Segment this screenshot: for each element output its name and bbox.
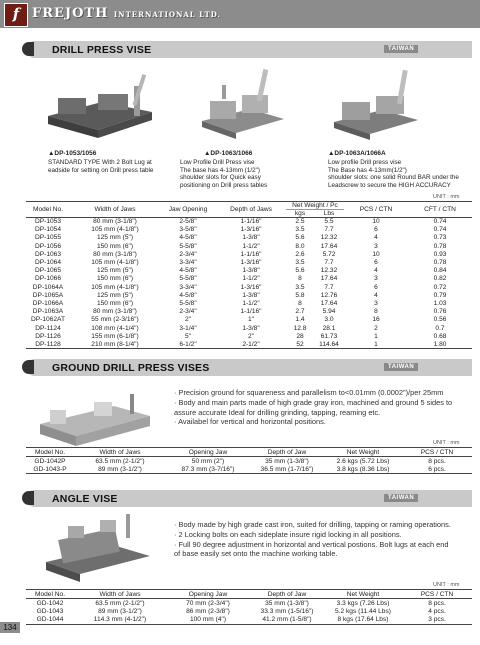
description-line: shoulder slots: one solid Round BAR under the (328, 174, 459, 182)
column-header: Width of Jaws (74, 448, 166, 457)
table-cell: 0.82 (433, 275, 447, 283)
description-line: positioning on Drill press tables (180, 181, 268, 189)
table-cell: 1-1/16" (240, 308, 262, 316)
table-cell: DP-1062AT (31, 316, 65, 324)
table-cell: 50 mm (2") (191, 457, 225, 465)
table-cell: DP-1124 (35, 324, 61, 332)
description-line: Low profile Drill press vise (328, 159, 402, 166)
table-cell: 4 pcs. (428, 607, 446, 615)
table-cell: 2.5 (295, 218, 305, 226)
table-cell: 80 mm (3-1/8") (93, 308, 137, 316)
unit-label: UNIT : mm (433, 440, 460, 446)
table-cell: 1 (374, 332, 378, 340)
table-cell: 17.64 (320, 275, 338, 283)
product-caption-dp-1063 (204, 150, 252, 158)
description-line: The base has 4-13mm (1/2") (180, 166, 260, 174)
table-cell: DP-1053 (34, 218, 62, 226)
table-cell: 114.3 mm (4-1/2") (74, 616, 166, 625)
table-cell: 2-3/4" (179, 250, 197, 258)
table-cell: 7.7 (324, 226, 334, 234)
table-cell: DP-1063 (34, 250, 62, 258)
unit-label: UNIT : mm (433, 194, 460, 200)
table-cell: 3 pcs. (402, 616, 472, 625)
table-cell: DP-1128 (26, 340, 70, 348)
table-cell: GD-1044 (26, 616, 74, 625)
table-cell: 70 mm (2-3/4") (186, 599, 230, 607)
table-row (26, 299, 472, 307)
table-cell: 0.78 (433, 242, 447, 250)
table-cell: 12.76 (320, 291, 338, 299)
table-cell: 150 mm (6") (96, 299, 134, 307)
table-cell: GD-1043-P (26, 465, 74, 474)
table-cell: 3.5 (295, 226, 305, 234)
table-row (26, 316, 472, 324)
product-photo-dp-1063a (326, 66, 426, 144)
column-header: Model No. (26, 202, 70, 218)
table-cell: 8.0 (295, 242, 305, 250)
table-cell: DP-1064 (34, 259, 62, 267)
table-cell: 33.3 mm (1-5/16") (260, 607, 314, 615)
table-cell: 1-3/8" (242, 234, 260, 242)
product-description (328, 159, 459, 189)
table-row (26, 607, 472, 616)
table-cell: 125 mm (5") (96, 267, 134, 275)
origin-tag: TAIWAN (384, 494, 418, 502)
table-cell: 105 mm (4-1/8") (91, 283, 139, 291)
table-cell: 1-3/8" (242, 291, 260, 299)
page-number: 134 (0, 622, 20, 633)
table-row (26, 218, 472, 226)
origin-tag: TAIWAN (384, 363, 418, 371)
table-cell: 0.74 (433, 218, 447, 226)
table-cell: 12.32 (320, 267, 338, 275)
table-cell: 3-5/8" (179, 226, 197, 234)
column-subheader: Lbs (314, 210, 344, 218)
description-line: Low Profile Drill Press vise (180, 159, 255, 166)
table-cell: 3.0 (324, 316, 334, 324)
table-cell: 89 mm (3-1/2") (74, 465, 166, 474)
section-marker (22, 42, 34, 56)
column-header: PCS / CTN (402, 448, 472, 457)
table-cell: 8 pcs. (428, 457, 446, 465)
table-row (26, 457, 472, 466)
table-cell: 1" (247, 316, 254, 324)
table-cell: 1.03 (433, 299, 447, 307)
table-cell: DP-1064A (32, 283, 64, 291)
section-marker (22, 491, 34, 505)
table-cell: 3-3/4" (179, 259, 197, 267)
table-cell: 2 (374, 324, 378, 332)
table-cell: 0.72 (433, 283, 447, 291)
section-title: GROUND DRILL PRESS VISES (52, 362, 210, 374)
table-cell: GD-1043 (36, 607, 64, 615)
table-cell: 1-3/16" (240, 283, 262, 291)
column-header: Model No. (26, 590, 74, 599)
table-cell: 12.32 (320, 234, 338, 242)
description-line: eadside for setting on Drill press table (48, 166, 154, 174)
feature-item: assure accurate Ideal for drilling grinding, tapping, reaming etc. (174, 407, 381, 417)
feature-item: of base easily set onto the machine working table. (174, 549, 338, 559)
table-cell: 80 mm (3-1/8") (93, 218, 137, 226)
product-description (180, 159, 267, 189)
table-row (26, 599, 472, 608)
table-cell: 36.5 mm (1-7/16") (250, 465, 324, 474)
table-cell: 150 mm (6") (96, 275, 134, 283)
table-row (26, 465, 472, 474)
table-cell: 86 mm (2-3/8") (186, 607, 230, 615)
table-cell: 8 pcs. (428, 599, 446, 607)
table-cell: 35 mm (1-3/8") (265, 457, 309, 465)
table-cell: 28 (296, 332, 304, 340)
table-cell: 7.7 (324, 259, 334, 267)
table-cell: DP-1055 (34, 234, 62, 242)
table-cell: 0.73 (433, 234, 447, 242)
table-cell: 6-1/2" (160, 340, 216, 348)
column-subheader: kgs (286, 210, 314, 218)
table-cell: 108 mm (4-1/4") (91, 324, 139, 332)
feature-list (174, 520, 451, 559)
table-cell: DP-1054 (34, 226, 62, 234)
table-cell: 1-1/2" (242, 242, 260, 250)
table-cell: GD-1042P (34, 457, 66, 465)
table-cell: 7.7 (324, 283, 334, 291)
table-cell: 2.6 kgs (5.72 Lbs) (336, 457, 390, 465)
table-cell: 210 mm (8-1/4") (70, 340, 160, 348)
table-cell: 0.74 (433, 226, 447, 234)
brand-subtitle: INTERNATIONAL LTD. (113, 10, 221, 19)
table-cell: 89 mm (3-1/2") (98, 607, 142, 615)
table-cell: DP-1063A (32, 308, 64, 316)
table-row (26, 291, 472, 299)
table-cell: 3-3/4" (179, 283, 197, 291)
column-header: Width of Jaws (70, 202, 160, 218)
table-cell: 16 (372, 316, 380, 324)
column-header: Net Weight / Pc (286, 202, 344, 210)
table-cell: 4-5/8" (179, 234, 197, 242)
product-model: ▲DP-1053/1056 (48, 150, 97, 157)
table-row (26, 332, 472, 340)
spec-table-angle-vise (26, 589, 472, 625)
table-cell: 5.72 (322, 250, 336, 258)
feature-item: · Full 90 degree adjustment in horizontal and vertical postions. Bolt lugs at each end (174, 539, 449, 549)
table-cell: 5.94 (322, 308, 336, 316)
table-cell: 6 (374, 259, 378, 267)
table-cell: 2-5/8" (179, 218, 197, 226)
table-cell: 2-1/2" (216, 340, 286, 348)
table-cell: 2" (247, 332, 254, 340)
column-header: Net Weight (324, 590, 402, 599)
table-cell: 1.80 (408, 340, 472, 348)
origin-tag: TAIWAN (384, 45, 418, 53)
table-cell: 5.6 (295, 267, 305, 275)
table-cell: 17.64 (320, 299, 338, 307)
product-photo-dp-1053 (40, 68, 160, 140)
description-line: Leadscrew to secure the HIGH ACCURACY (328, 181, 451, 189)
feature-list (174, 388, 452, 427)
table-cell: 155 mm (6-1/8") (91, 332, 139, 340)
feature-item: · Availabel for vertical and horizontal positions. (174, 417, 326, 427)
table-cell: 2.7 (295, 308, 305, 316)
section-title: DRILL PRESS VISE (52, 44, 152, 56)
table-cell: 2-3/4" (179, 308, 197, 316)
brand-title: FREJOTH (32, 6, 109, 21)
table-cell: 3 (374, 275, 378, 283)
column-header: Jaw Opening (160, 202, 216, 218)
table-cell: 0.79 (433, 291, 447, 299)
table-cell: 3.5 (295, 259, 305, 267)
table-cell: 4 (374, 267, 378, 275)
table-cell: 3.5 (295, 283, 305, 291)
product-caption-dp-1063a (328, 150, 386, 158)
table-cell: 5-5/8" (179, 275, 197, 283)
table-cell: 10 (372, 218, 380, 226)
table-cell: 0.56 (433, 316, 447, 324)
feature-item: · Body and main parts made of high grade gray iron, machined and ground 5 sides to (174, 397, 453, 407)
table-cell: DP-1065 (34, 267, 62, 275)
table-row (26, 242, 472, 250)
table-row (26, 616, 472, 625)
table-cell: DP-1066A (32, 299, 64, 307)
table-cell: 61.73 (320, 332, 338, 340)
table-cell: 1-3/8" (242, 267, 260, 275)
table-cell: 2.6 (295, 250, 305, 258)
description-line: STANDARD TYPE With 2 Bolt Lug at (48, 159, 152, 166)
table-row (26, 340, 472, 348)
table-cell: 3 (374, 242, 378, 250)
table-cell: 63.5 mm (2-1/2") (95, 457, 145, 465)
product-photo-dp-1063 (192, 65, 292, 143)
spec-table-drill-press-vise (26, 201, 472, 349)
column-header: PCS / CTN (402, 590, 472, 599)
table-cell: 0.93 (433, 250, 447, 258)
column-header: Depth of Jaws (216, 202, 286, 218)
table-cell: 1.4 (295, 316, 305, 324)
brand-name (32, 6, 221, 21)
table-cell: DP-1126 (35, 332, 61, 340)
table-cell: 1-1/2" (242, 299, 260, 307)
table-cell: DP-1056 (34, 242, 62, 250)
table-row (26, 267, 472, 275)
column-header: Opening Jaw (166, 448, 250, 457)
table-cell: 3.3 kgs (7.26 Lbs) (336, 599, 390, 607)
table-cell: 5.8 (295, 291, 305, 299)
table-cell: 3 (374, 299, 378, 307)
table-row (26, 275, 472, 283)
table-cell: 63.5 mm (2-1/2") (95, 599, 145, 607)
column-header: Width of Jaws (74, 590, 166, 599)
table-cell: 52 (286, 340, 314, 348)
table-cell: 3-1/4" (179, 324, 197, 332)
table-cell: 105 mm (4-1/8") (91, 259, 139, 267)
table-row (26, 324, 472, 332)
product-description (48, 159, 153, 174)
column-header: Model No. (26, 448, 74, 457)
column-header: Depth of Jaw (250, 448, 324, 457)
table-cell: 5.5 (324, 218, 334, 226)
table-cell: 150 mm (6") (96, 242, 134, 250)
table-cell: 3.8 kgs (8.36 Lbs) (324, 465, 402, 474)
product-photo-angle-vise (38, 512, 156, 586)
table-cell: 5.2 kgs (11.44 Lbs) (335, 607, 391, 615)
column-header: PCS / CTN (344, 202, 408, 218)
table-cell: 1-3/8" (242, 324, 260, 332)
table-cell: 4 (374, 291, 378, 299)
table-cell: 6 (374, 226, 378, 234)
table-cell: 2" (184, 316, 191, 324)
table-cell: 0.76 (433, 308, 447, 316)
table-cell: 1-3/16" (240, 259, 262, 267)
table-cell: 0.68 (433, 332, 447, 340)
table-cell: 87.3 mm (3-7/16") (166, 465, 250, 474)
table-cell: 1-1/16" (240, 218, 262, 226)
table-cell: 4-5/8" (179, 267, 197, 275)
section-title: ANGLE VISE (52, 493, 118, 505)
table-cell: 8 (298, 275, 302, 283)
unit-label: UNIT : mm (433, 582, 460, 588)
table-cell: 5-5/8" (179, 299, 197, 307)
table-cell: 114.64 (314, 340, 344, 348)
table-cell: DP-1065A (32, 291, 64, 299)
table-cell: 4-5/8" (179, 291, 197, 299)
table-cell: 105 mm (4-1/8") (91, 226, 139, 234)
table-cell: 8 kgs (17.64 Lbs) (324, 616, 402, 625)
table-cell: 1-1/16" (240, 250, 262, 258)
table-cell: 0.78 (433, 259, 447, 267)
table-cell: 35 mm (1-3/8") (265, 599, 309, 607)
table-cell: 55 mm (2-3/16") (91, 316, 139, 324)
table-cell: 5-5/8" (179, 242, 197, 250)
table-row (26, 258, 472, 266)
table-row (26, 250, 472, 258)
table-cell: 5" (184, 332, 191, 340)
table-cell: 100 mm (4") (166, 616, 250, 625)
table-cell: GD-1042 (36, 599, 64, 607)
table-cell: 12.8 (293, 324, 307, 332)
table-row (26, 226, 472, 234)
table-cell: 1-3/16" (240, 226, 262, 234)
description-line: shoulder slots for Quick easy (180, 174, 261, 182)
table-cell: 10 (372, 250, 380, 258)
column-header: Net Weight (324, 448, 402, 457)
table-row (26, 234, 472, 242)
product-model: ▲DP-1063A/1066A (328, 150, 386, 157)
table-cell: 0.84 (433, 267, 447, 275)
feature-item: · 2 Locking bolts on each sideplate insure rigid locking in all positions. (174, 529, 402, 539)
brand-logo: f (4, 3, 28, 27)
table-cell: 5.6 (295, 234, 305, 242)
description-line: The Base has 4-13mm(1/2") (328, 166, 407, 174)
table-row (26, 308, 472, 316)
section-marker (22, 360, 34, 374)
table-cell: 125 mm (5") (96, 291, 134, 299)
spec-table-ground-vise (26, 447, 472, 474)
table-row (26, 283, 472, 291)
table-cell: 28.1 (322, 324, 336, 332)
table-cell: 1-1/2" (242, 275, 260, 283)
table-cell: 1 (344, 340, 408, 348)
table-cell: 6 pcs. (402, 465, 472, 474)
table-cell: 125 mm (5") (96, 234, 134, 242)
table-cell: 8 (374, 308, 378, 316)
product-photo-ground-vise (34, 384, 156, 454)
product-caption-dp-1053 (48, 150, 96, 158)
table-cell: 17.64 (320, 242, 338, 250)
table-cell: 41.2 mm (1-5/8") (250, 616, 324, 625)
column-header: CFT / CTN (408, 202, 472, 218)
table-cell: DP-1066 (34, 275, 62, 283)
column-header: Opening Jaw (166, 590, 250, 599)
table-cell: 0.7 (435, 324, 445, 332)
table-cell: 4 (374, 234, 378, 242)
column-header: Depth of Jaw (250, 590, 324, 599)
product-model: ▲DP-1063/1066 (204, 150, 253, 157)
table-cell: 80 mm (3-1/8") (93, 250, 137, 258)
feature-item: · Precision ground for squareness and parallelism to<0.01mm (0.0002")/per 25mm (174, 388, 444, 397)
table-cell: 8 (298, 299, 302, 307)
feature-item: · Body made by high grade cast iron, suited for drilling, tapping or raming operations. (174, 520, 451, 529)
table-cell: 6 (374, 283, 378, 291)
